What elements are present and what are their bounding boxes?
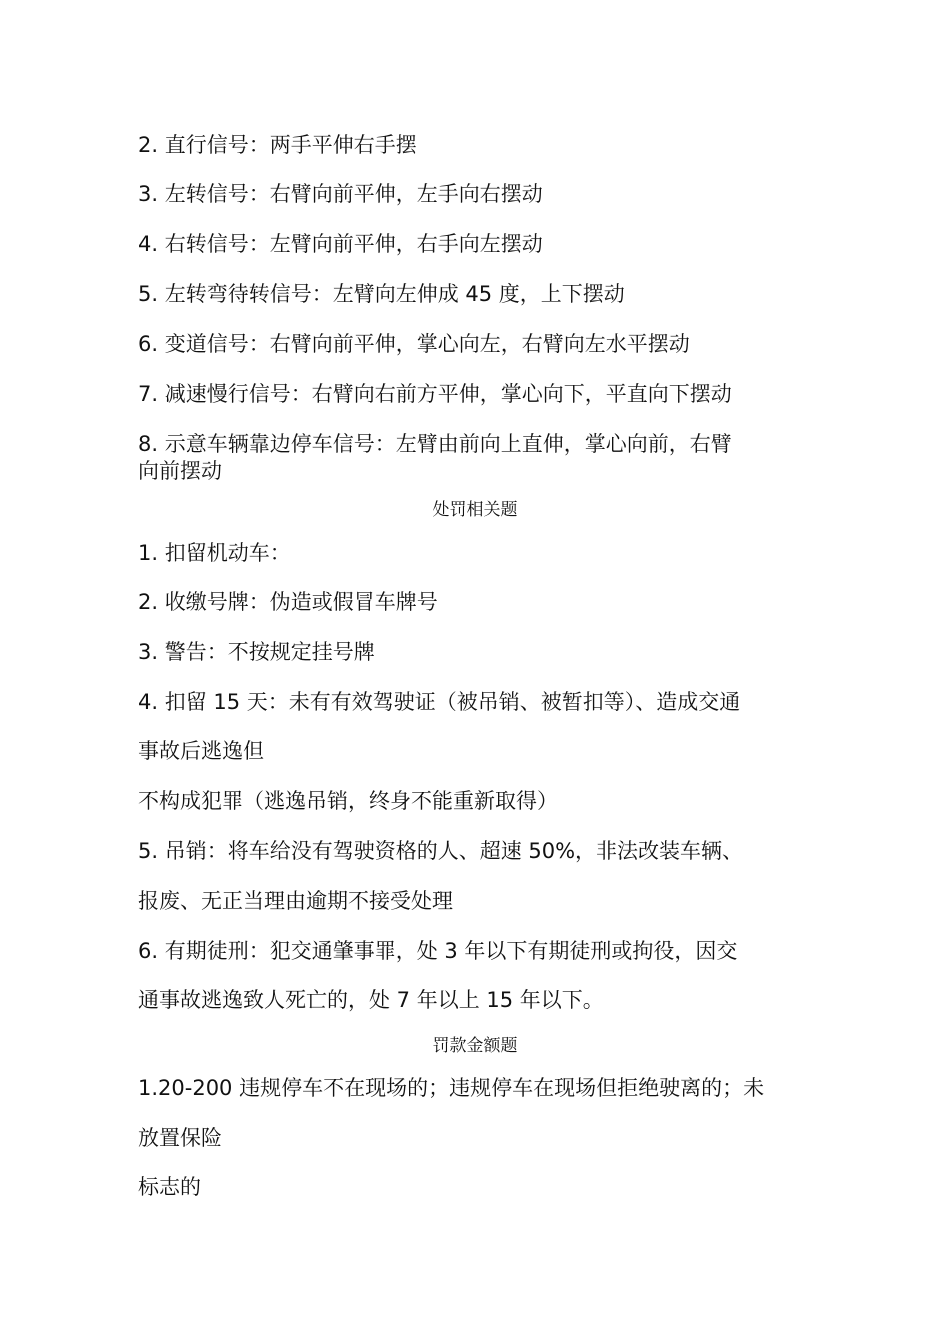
- fine-item-1-continued: 放置保险: [138, 1126, 222, 1150]
- fine-item-1: 1.20-200 违规停车不在现场的；违规停车在现场但拒绝驶离的；未: [138, 1076, 765, 1100]
- penalty-item-5: 5. 吊销：将车给没有驾驶资格的人、超速 50%，非法改装车辆、: [138, 839, 744, 863]
- penalty-item-4-continued: 不构成犯罪（逃逸吊销，终身不能重新取得）: [138, 789, 558, 813]
- penalty-item-3: 3. 警告：不按规定挂号牌: [138, 640, 375, 664]
- signal-item-4: 4. 右转信号：左臂向前平伸，右手向左摆动: [138, 232, 543, 256]
- signal-item-5: 5. 左转弯待转信号：左臂向左伸成 45 度，上下摆动: [138, 282, 625, 306]
- penalty-item-4: 4. 扣留 15 天：未有有效驾驶证（被吊销、被暂扣等）、造成交通: [138, 690, 741, 714]
- penalty-item-2: 2. 收缴号牌：伪造或假冒车牌号: [138, 590, 438, 614]
- penalty-item-6-continued: 通事故逃逸致人死亡的，处 7 年以上 15 年以下。: [138, 988, 604, 1012]
- penalty-item-1: 1. 扣留机动车：: [138, 541, 291, 565]
- fine-section-heading: 罚款金额题: [432, 1036, 518, 1056]
- fine-item-1-continued: 标志的: [138, 1175, 201, 1199]
- signal-item-6: 6. 变道信号：右臂向前平伸，掌心向左，右臂向左水平摆动: [138, 332, 690, 356]
- penalty-item-5-continued: 报废、无正当理由逾期不接受处理: [138, 889, 453, 913]
- signal-item-8: 8. 示意车辆靠边停车信号：左臂由前向上直伸，掌心向前，右臂: [138, 432, 732, 456]
- penalty-item-4-continued: 事故后逃逸但: [138, 739, 264, 763]
- penalty-section-heading: 处罚相关题: [432, 500, 518, 520]
- penalty-item-6: 6. 有期徒刑：犯交通肇事罪，处 3 年以下有期徒刑或拘役，因交: [138, 939, 738, 963]
- signal-item-7: 7. 减速慢行信号：右臂向右前方平伸，掌心向下，平直向下摆动: [138, 382, 732, 406]
- signal-item-3: 3. 左转信号：右臂向前平伸，左手向右摆动: [138, 182, 543, 206]
- signal-item-8-continued: 向前摆动: [138, 459, 222, 483]
- signal-item-2: 2. 直行信号：两手平伸右手摆: [138, 133, 417, 157]
